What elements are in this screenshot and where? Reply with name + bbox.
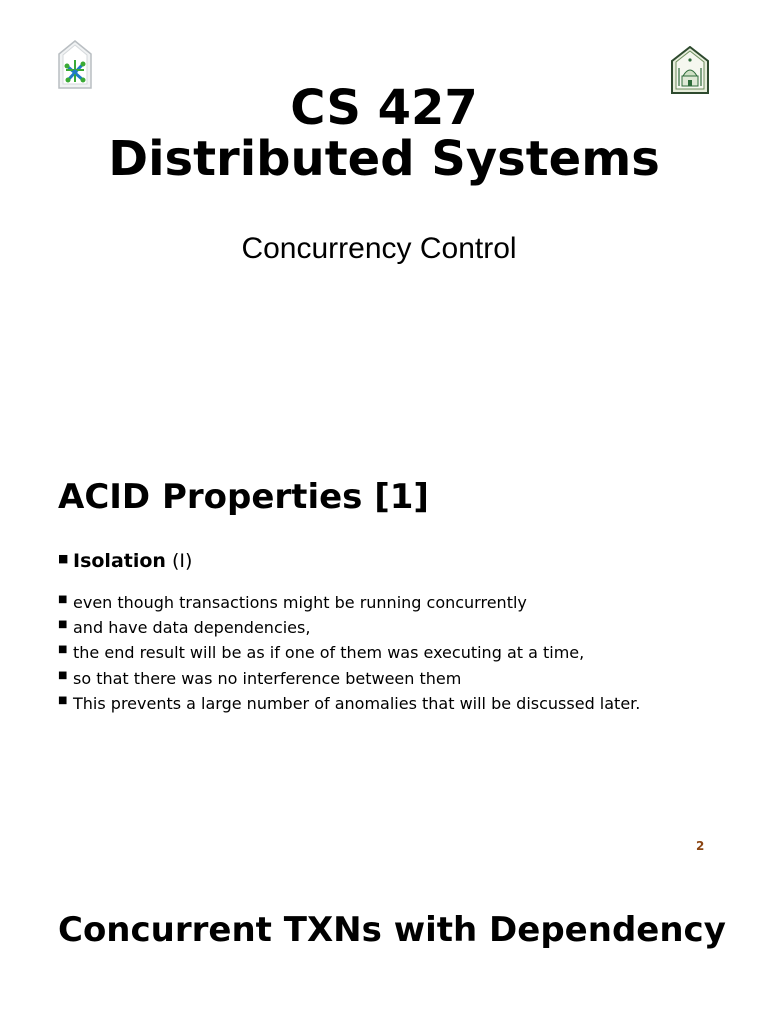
list-item: ■ This prevents a large number of anomalies that will be discussed later. bbox=[58, 691, 640, 716]
isolation-term: Isolation bbox=[73, 550, 166, 572]
bullet-square-icon: ■ bbox=[58, 669, 68, 681]
list-item: ■ the end result will be as if one of them was executing at a time, bbox=[58, 640, 640, 665]
list-item: ■ even though transactions might be running concurrently bbox=[58, 590, 640, 615]
concurrent-txns-heading: Concurrent TXNs with Dependency bbox=[58, 910, 726, 950]
lecture-subtitle: Concurrency Control bbox=[241, 232, 517, 265]
page-number: 2 bbox=[696, 839, 705, 853]
bullet-square-icon: ■ bbox=[58, 644, 68, 656]
bullet-square-icon: ■ bbox=[58, 552, 69, 565]
acid-properties-heading: ACID Properties [1] bbox=[58, 477, 429, 517]
isolation-abbrev: (I) bbox=[165, 550, 193, 572]
isolation-details-list bbox=[58, 590, 640, 716]
isolation-bullet bbox=[58, 548, 192, 574]
bullet-square-icon: ■ bbox=[58, 594, 68, 605]
bullet-square-icon: ■ bbox=[58, 619, 68, 631]
list-item: ■ so that there was no interference between them bbox=[58, 666, 640, 691]
course-name-title: Distributed Systems bbox=[108, 131, 660, 187]
course-code-title: CS 427 bbox=[290, 80, 478, 136]
bullet-square-icon: ■ bbox=[58, 694, 68, 706]
list-item: ■ and have data dependencies, bbox=[58, 615, 640, 640]
